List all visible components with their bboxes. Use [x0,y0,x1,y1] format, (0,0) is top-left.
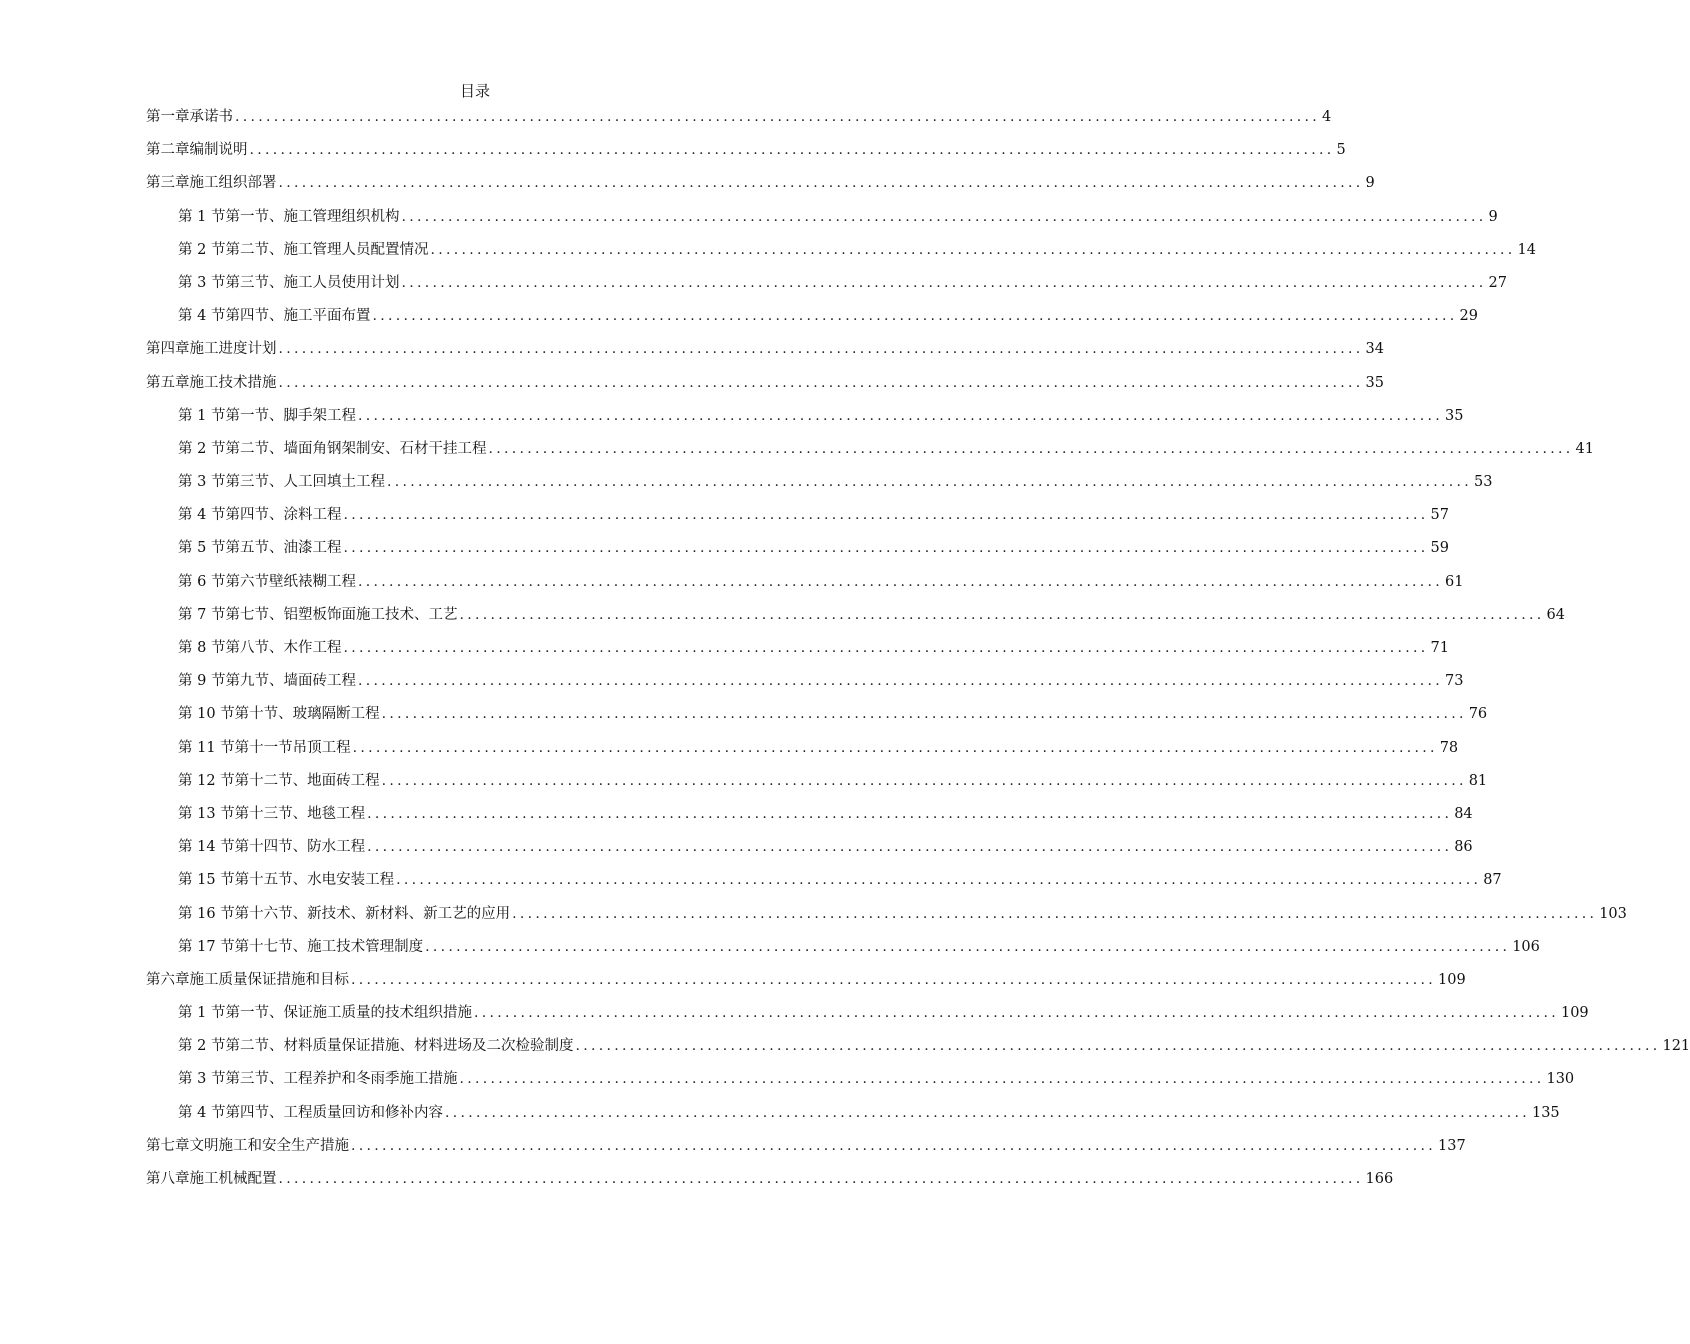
toc-entry-number: 第三章 [146,175,190,192]
toc-entry-number: 第二章 [146,142,190,159]
toc-dot-leader: ............................................................................................................................................ [372,308,1458,325]
toc-dot-leader: ............................................................................................................................................ [396,872,1482,889]
toc-entry-title: 施工技术措施 [189,374,277,391]
toc-entry-number: 第 10 节 [178,706,235,723]
toc-entry-number: 第五章 [146,374,190,391]
toc-entry[interactable] [146,702,1488,735]
toc-entry-title: 第七节、铝塑板饰面施工技术、工艺 [225,606,458,623]
toc-entry[interactable] [146,1034,1690,1067]
toc-entry[interactable] [146,769,1488,802]
toc-dot-leader: ............................................................................................................................................ [444,1104,1530,1121]
toc-entry-number: 第四章 [146,341,190,358]
toc-entry-title: 第二节、施工管理人员配置情况 [225,241,429,258]
toc-entry-title: 第九节、墙面砖工程 [225,673,356,690]
toc-entry-number: 第 2 节 [178,241,226,258]
toc-entry-number: 第 5 节 [178,540,226,557]
toc-entry[interactable] [146,271,1507,304]
toc-entry-title: 第四节、工程质量回访和修补内容 [225,1104,443,1121]
toc-dot-leader: ............................................................................................................................................ [367,839,1453,856]
toc-entry-number: 第 1 节 [178,1005,226,1022]
toc-entry-page-number: 109 [1438,971,1466,988]
toc-dot-leader: ............................................................................................................................................ [386,474,1472,491]
toc-entry-page-number: 76 [1468,706,1488,723]
toc-entry-title: 第一节、保证施工质量的技术组织措施 [225,1005,472,1022]
toc-entry-page-number: 64 [1546,606,1565,623]
toc-entry-title: 第十节、玻璃隔断工程 [234,706,380,723]
toc-entry-number: 第 4 节 [178,1104,226,1121]
toc-dot-leader: ............................................................................................................................................ [381,772,1467,789]
toc-entry[interactable] [146,437,1594,470]
toc-entry-title: 第四节、涂料工程 [225,507,342,524]
toc-entry-title: 编制说明 [189,142,248,159]
toc-entry-number: 第 1 节 [178,208,226,225]
toc-entry-title: 第十三节、地毯工程 [234,805,366,822]
toc-entry-title: 施工进度计划 [189,341,277,358]
toc-entry-number: 第 3 节 [178,274,226,291]
toc-entry[interactable] [146,171,1375,204]
toc-dot-leader: ............................................................................................................................................ [357,573,1443,590]
toc-entry[interactable] [146,536,1449,569]
toc-entry[interactable] [146,238,1536,271]
toc-entry-title: 施工组织部署 [189,175,277,192]
toc-dot-leader: ............................................................................................................................................ [381,706,1467,723]
toc-entry-page-number: 35 [1444,407,1464,424]
toc-entry-title: 承诺书 [189,109,233,125]
toc-entry-page-number: 166 [1365,1171,1394,1187]
toc-entry-title: 第二节、墙面角钢架制安、石材干挂工程 [225,440,487,457]
toc-dot-leader: ............................................................................................................................................ [425,938,1511,955]
toc-entry-page-number: 73 [1444,673,1464,690]
toc-dot-leader: ............................................................................................................................................ [352,739,1438,756]
toc-entry[interactable] [146,470,1493,503]
toc-dot-leader: ............................................................................................................................................ [488,440,1574,457]
toc-dot-leader: ............................................................................................................................................ [401,208,1487,225]
toc-entry-page-number: 14 [1517,241,1536,258]
toc-entry-title: 第十四节、防水工程 [234,839,366,856]
toc-entry[interactable] [146,835,1473,868]
toc-dot-leader: ............................................................................................................................................ [278,1171,1364,1187]
toc-entry[interactable] [146,868,1502,901]
toc-entry-number: 第 7 节 [178,606,226,623]
toc-entry-page-number: 5 [1336,142,1346,159]
toc-entry-number: 第六章 [146,971,190,988]
toc-entry-page-number: 84 [1454,805,1473,822]
toc-entry-title: 第八节、木作工程 [225,640,342,656]
toc-dot-leader: ............................................................................................................................................ [249,142,1335,159]
toc-entry-page-number: 109 [1560,1005,1589,1022]
toc-entry-page-number: 35 [1365,374,1384,391]
toc-entry-page-number: 34 [1365,341,1384,358]
toc-entry-number: 第 2 节 [178,1038,226,1055]
toc-entry-title: 第十二节、地面砖工程 [234,772,380,789]
toc-entry-page-number: 53 [1473,474,1493,491]
toc-entry-page-number: 61 [1444,573,1464,590]
toc-entry-title: 第三节、人工回填土工程 [225,474,385,491]
toc-entry-page-number: 103 [1599,905,1627,922]
toc-entry-page-number: 78 [1439,739,1459,756]
toc-title: 目录 [459,82,490,100]
toc-dot-leader: ............................................................................................................................................ [575,1038,1661,1055]
toc-entry[interactable] [146,1001,1589,1034]
toc-entry-page-number: 137 [1438,1137,1466,1154]
toc-list [146,105,1690,1200]
toc-entry[interactable] [146,105,1332,138]
toc-entry-number: 第 15 节 [178,872,235,889]
toc-entry[interactable] [146,570,1464,603]
toc-entry-page-number: 29 [1459,308,1478,325]
toc-entry-title: 第一节、施工管理组织机构 [225,208,400,225]
toc-entry-number: 第一章 [146,109,190,125]
toc-entry[interactable] [146,736,1459,769]
toc-dot-leader: ............................................................................................................................................ [473,1005,1559,1022]
toc-entry[interactable] [146,404,1464,437]
toc-dot-leader: ............................................................................................................................................ [430,241,1516,258]
toc-entry[interactable] [146,1067,1575,1100]
toc-entry-number: 第 8 节 [178,640,226,656]
toc-entry[interactable] [146,603,1565,636]
toc-entry[interactable] [146,371,1384,404]
toc-entry-page-number: 9 [1488,208,1498,225]
toc-entry-title: 第十一节吊顶工程 [234,739,351,756]
toc-dot-leader: ............................................................................................................................................ [367,805,1453,822]
toc-entry-number: 第八章 [146,1171,190,1187]
toc-entry[interactable] [146,205,1498,238]
toc-entry-number: 第七章 [146,1137,190,1154]
toc-entry-title: 第二节、材料质量保证措施、材料进场及二次检验制度 [225,1038,574,1055]
toc-entry-page-number: 87 [1483,872,1502,889]
toc-entry-number: 第 16 节 [178,905,235,922]
toc-entry-page-number: 135 [1531,1104,1560,1121]
toc-dot-leader: ............................................................................................................................................ [343,540,1429,557]
toc-dot-leader: ............................................................................................................................................ [235,109,1321,125]
toc-dot-leader: ............................................................................................................................................ [357,407,1443,424]
toc-entry-number: 第 1 节 [178,407,226,424]
toc-entry-title: 第五节、油漆工程 [225,540,342,557]
toc-entry-page-number: 57 [1430,507,1449,524]
toc-entry-title: 第十六节、新技术、新材料、新工艺的应用 [234,905,511,922]
toc-entry-number: 第 3 节 [178,1071,226,1088]
toc-dot-leader: ............................................................................................................................................ [343,507,1429,524]
toc-entry-page-number: 106 [1512,938,1540,955]
toc-entry[interactable] [146,138,1346,171]
toc-entry-page-number: 81 [1468,772,1488,789]
toc-dot-leader: ............................................................................................................................................ [459,606,1545,623]
toc-entry-page-number: 9 [1365,175,1375,192]
toc-dot-leader: ............................................................................................................................................ [351,1137,1437,1154]
toc-entry-title: 第六节壁纸裱糊工程 [225,573,356,590]
toc-entry-number: 第 9 节 [178,673,226,690]
toc-entry-number: 第 14 节 [178,839,235,856]
toc-entry[interactable] [146,304,1478,337]
toc-entry-title: 第一节、脚手架工程 [225,407,356,424]
toc-dot-leader: ............................................................................................................................................ [343,640,1429,656]
toc-entry[interactable] [146,337,1384,370]
toc-entry-title: 第四节、施工平面布置 [225,308,371,325]
toc-entry-title: 第三节、施工人员使用计划 [225,274,400,291]
toc-entry[interactable] [146,935,1540,968]
toc-entry-page-number: 71 [1430,640,1449,656]
toc-entry[interactable] [146,669,1464,702]
toc-entry-title: 第十七节、施工技术管理制度 [234,938,424,955]
toc-entry[interactable] [146,1134,1466,1167]
toc-entry-page-number: 59 [1430,540,1449,557]
toc-entry-number: 第 12 节 [178,772,235,789]
toc-dot-leader: ............................................................................................................................................ [512,905,1598,922]
toc-entry[interactable] [146,503,1449,536]
toc-entry-title: 施工机械配置 [189,1171,277,1187]
toc-entry-page-number: 4 [1322,109,1332,125]
toc-entry[interactable] [146,802,1473,835]
toc-entry[interactable] [146,636,1449,669]
toc-entry-page-number: 121 [1662,1038,1690,1055]
toc-dot-leader: ............................................................................................................................................ [459,1071,1545,1088]
toc-dot-leader: ............................................................................................................................................ [351,971,1437,988]
toc-entry-number: 第 4 节 [178,507,226,524]
toc-entry-number: 第 4 节 [178,308,226,325]
toc-entry-number: 第 17 节 [178,938,235,955]
toc-entry-number: 第 3 节 [178,474,226,491]
toc-dot-leader: ............................................................................................................................................ [278,175,1364,192]
toc-dot-leader: ............................................................................................................................................ [401,274,1487,291]
toc-dot-leader: ............................................................................................................................................ [278,341,1364,358]
toc-dot-leader: ............................................................................................................................................ [357,673,1443,690]
toc-entry-number: 第 11 节 [178,739,235,756]
toc-entry-title: 文明施工和安全生产措施 [189,1137,349,1154]
toc-entry[interactable] [146,1101,1560,1134]
toc-entry-page-number: 130 [1546,1071,1575,1088]
toc-entry[interactable] [146,1167,1394,1200]
toc-entry-page-number: 86 [1454,839,1473,856]
toc-entry-page-number: 27 [1488,274,1507,291]
toc-entry[interactable] [146,968,1466,1001]
toc-entry[interactable] [146,902,1627,935]
toc-entry-title: 第十五节、水电安装工程 [234,872,395,889]
toc-entry-title: 第三节、工程养护和冬雨季施工措施 [225,1071,458,1088]
toc-entry-number: 第 2 节 [178,440,226,457]
toc-entry-number: 第 13 节 [178,805,235,822]
toc-entry-title: 施工质量保证措施和目标 [189,971,349,988]
toc-entry-number: 第 6 节 [178,573,226,590]
toc-dot-leader: ............................................................................................................................................ [278,374,1364,391]
toc-entry-page-number: 41 [1575,440,1594,457]
